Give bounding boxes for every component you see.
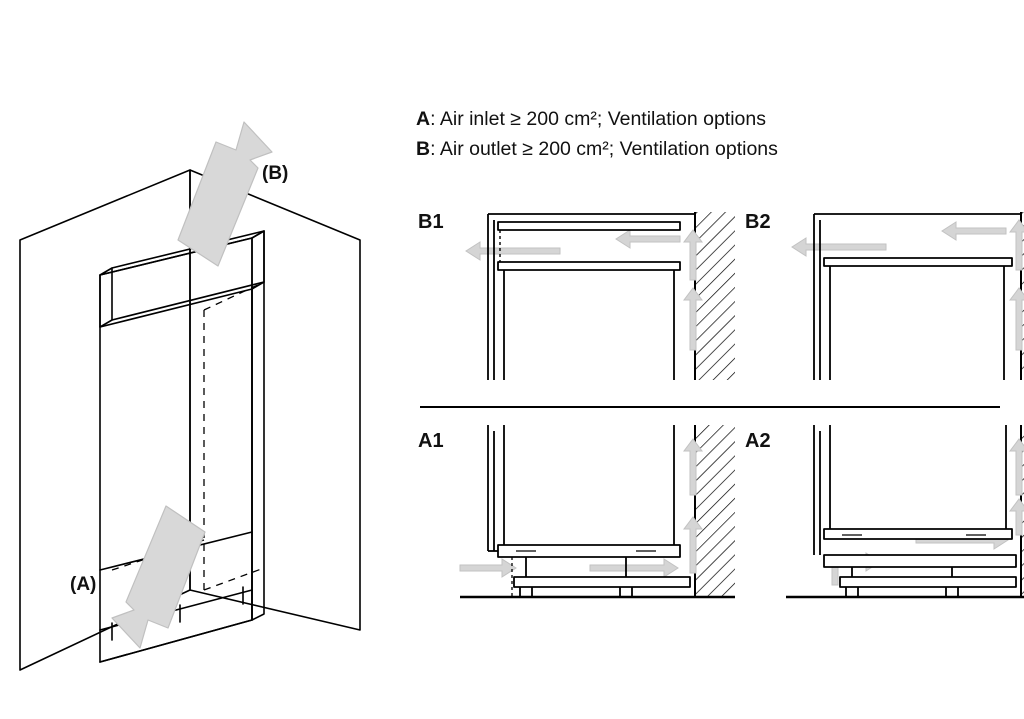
wall-hatching-b1 [695,212,735,380]
arrow-up-a2-upper [1010,439,1024,495]
arrow-up-b2-lower [1010,288,1024,350]
depth-dashed-top [204,282,264,310]
panel-diagram-b2 [766,200,1024,380]
arrow-left-b1-upper [616,230,680,248]
airflow-arrow-a [112,506,205,648]
arrow-left-b2-lower [792,238,886,256]
main-label-b: (B) [262,163,289,184]
panel-diagram-b1 [440,200,740,380]
panel-diagram-a1 [440,425,740,615]
legend-line-b [416,134,936,164]
depth-dashed-bottom [204,568,264,590]
legend-key-b: B [416,138,431,160]
airflow-arrow-b [178,122,272,266]
appliance-base-a2 [824,529,1012,539]
legend-key-a: A [416,108,431,130]
panel-label-b1: B1 [418,211,444,233]
panel-diagram-a2 [766,425,1024,615]
legend [416,104,936,164]
niche-right-edge [252,231,264,620]
arrow-right-a1-front [460,559,516,577]
lower-board-a2 [824,555,1016,567]
panel-label-a1: A1 [418,430,444,452]
arrow-left-b2-upper [942,222,1006,240]
upper-shelf-b1 [498,222,680,230]
panel-label-a2: A2 [745,430,771,452]
legend-text-b: : Air outlet ≥ 200 cm²; Ventilation options [430,138,778,160]
niche-shelf-front [100,275,112,327]
panel-label-b2: B2 [745,211,771,233]
legend-text-a: : Air inlet ≥ 200 cm²; Ventilation options [430,108,766,130]
appliance-top-b2 [824,258,1012,266]
panel-divider [420,406,1000,408]
arrow-right-a1-under [590,559,678,577]
arrow-left-b1-lower [466,242,560,260]
appliance-top-b1 [498,262,680,270]
plinth-board-a1 [514,577,690,587]
plinth-board-a2 [840,577,1016,587]
legend-line-a [416,104,936,134]
main-label-a: (A) [70,574,97,595]
main-niche-diagram [0,70,400,690]
